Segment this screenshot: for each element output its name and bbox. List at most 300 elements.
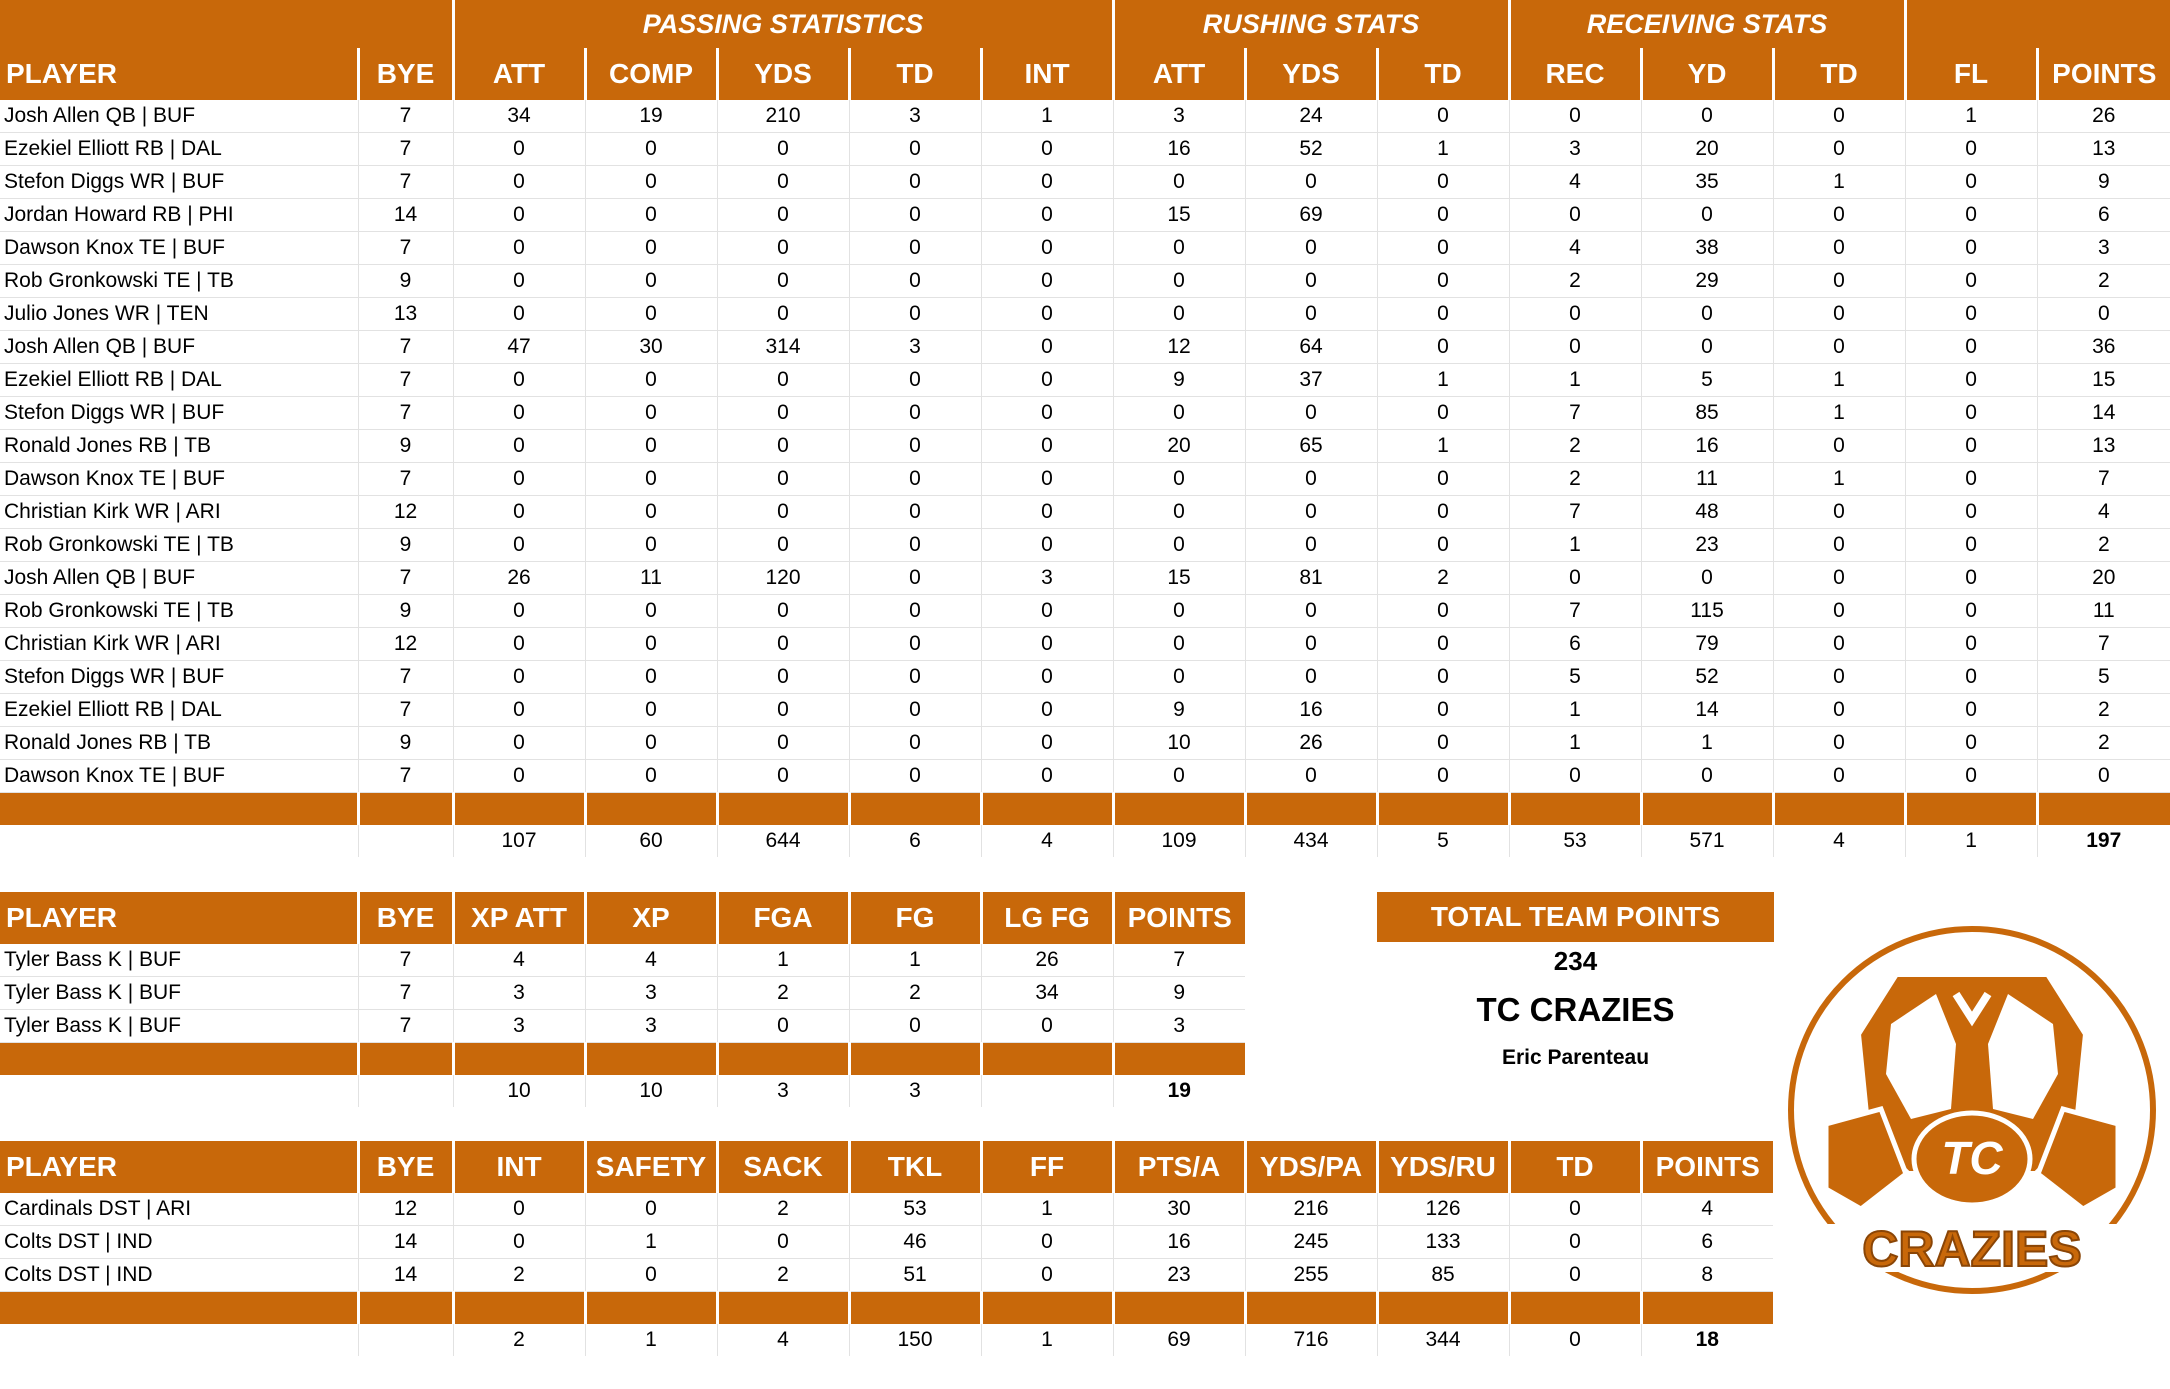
stat-cell: 0 — [1773, 496, 1905, 529]
table-row — [0, 496, 2170, 529]
stat-cell: 1 — [1641, 727, 1773, 760]
total-cell: 60 — [585, 825, 717, 857]
stat-cell: 7 — [358, 1010, 453, 1043]
stat-cell: 0 — [1113, 595, 1245, 628]
stat-cell: 9 — [358, 430, 453, 463]
stat-cell: 0 — [717, 496, 849, 529]
stat-cell: 0 — [585, 661, 717, 694]
stat-cell: 7 — [358, 100, 453, 133]
stat-cell: 0 — [453, 265, 585, 298]
stat-cell: 0 — [1773, 760, 1905, 793]
stat-cell: 1 — [1377, 364, 1509, 397]
stat-cell: 0 — [1773, 694, 1905, 727]
stat-cell: 0 — [1377, 166, 1509, 199]
stat-cell: 0 — [717, 199, 849, 232]
stat-cell: 10 — [1113, 727, 1245, 760]
stat-cell: 2 — [2037, 265, 2170, 298]
stat-cell: 4 — [1509, 166, 1641, 199]
separator-cell — [0, 793, 358, 826]
stat-cell: 0 — [981, 397, 1113, 430]
total-points: 19 — [1113, 1075, 1245, 1107]
stat-cell: 7 — [1509, 397, 1641, 430]
stat-cell: 0 — [717, 133, 849, 166]
stat-cell: 0 — [717, 661, 849, 694]
stat-cell: 0 — [1905, 760, 2037, 793]
stat-cell: 0 — [717, 166, 849, 199]
stat-cell: 7 — [358, 232, 453, 265]
total-cell — [0, 825, 358, 857]
column-header: TKL — [849, 1141, 981, 1193]
stat-cell: 0 — [1773, 430, 1905, 463]
stat-cell: 3 — [849, 100, 981, 133]
stat-cell: 0 — [717, 694, 849, 727]
stat-cell: 12 — [358, 628, 453, 661]
logo-wordmark: CRAZIES — [1862, 1221, 2082, 1277]
stat-cell: 2 — [2037, 727, 2170, 760]
column-header: YD — [1641, 48, 1773, 100]
table-row — [0, 977, 1245, 1010]
column-header: BYE — [358, 892, 453, 944]
stat-cell: 0 — [849, 1010, 981, 1043]
stat-cell: 64 — [1245, 331, 1377, 364]
group-passing: PASSING STATISTICS — [453, 0, 1113, 48]
defense-table — [0, 1141, 1773, 1356]
stat-cell: 0 — [1509, 100, 1641, 133]
player-name: Rob Gronkowski TE | TB — [0, 265, 358, 298]
stat-cell: 0 — [1773, 100, 1905, 133]
stat-cell: 2 — [717, 1193, 849, 1226]
stat-cell: 52 — [1641, 661, 1773, 694]
stat-cell: 1 — [1773, 364, 1905, 397]
stat-cell: 0 — [1509, 1226, 1641, 1259]
column-header: FG — [849, 892, 981, 944]
stat-cell: 1 — [1773, 166, 1905, 199]
stat-cell: 0 — [1377, 496, 1509, 529]
stat-cell: 0 — [1113, 661, 1245, 694]
stat-cell: 7 — [358, 364, 453, 397]
stat-cell: 0 — [1905, 232, 2037, 265]
stat-cell: 4 — [453, 944, 585, 977]
stat-cell: 0 — [981, 463, 1113, 496]
player-name: Tyler Bass K | BUF — [0, 977, 358, 1010]
stat-cell: 19 — [585, 100, 717, 133]
stat-cell: 0 — [849, 661, 981, 694]
player-name: Dawson Knox TE | BUF — [0, 232, 358, 265]
total-cell: 109 — [1113, 825, 1245, 857]
stat-cell: 0 — [1641, 100, 1773, 133]
stat-cell: 26 — [2037, 100, 2170, 133]
table-row — [0, 100, 2170, 133]
stat-cell: 0 — [1905, 496, 2037, 529]
stat-cell: 0 — [453, 166, 585, 199]
stat-cell: 69 — [1245, 199, 1377, 232]
total-cell: 716 — [1245, 1324, 1377, 1356]
stat-cell: 14 — [358, 1226, 453, 1259]
stat-cell: 0 — [849, 133, 981, 166]
separator-cell — [1113, 1292, 1245, 1325]
stat-cell: 0 — [981, 298, 1113, 331]
separator-cell — [1245, 793, 1377, 826]
table-row — [0, 397, 2170, 430]
total-team-points-label: TOTAL TEAM POINTS — [1377, 892, 1774, 942]
stat-cell: 15 — [2037, 364, 2170, 397]
separator-cell — [1905, 793, 2037, 826]
stat-cell: 0 — [1905, 661, 2037, 694]
stat-cell: 0 — [981, 529, 1113, 562]
stat-cell: 0 — [1113, 760, 1245, 793]
stat-cell: 0 — [1245, 463, 1377, 496]
stat-cell: 13 — [2037, 430, 2170, 463]
stat-cell: 0 — [1245, 232, 1377, 265]
separator-cell — [1509, 1292, 1641, 1325]
stat-cell: 0 — [585, 628, 717, 661]
stat-cell: 9 — [358, 595, 453, 628]
stat-cell: 0 — [849, 232, 981, 265]
stat-cell: 34 — [453, 100, 585, 133]
stat-cell: 0 — [717, 430, 849, 463]
table-row — [0, 133, 2170, 166]
separator-cell — [717, 1292, 849, 1325]
stat-cell: 0 — [1509, 298, 1641, 331]
stat-cell: 7 — [1509, 595, 1641, 628]
stat-cell: 5 — [1509, 661, 1641, 694]
table-row — [0, 760, 2170, 793]
table-row — [0, 463, 2170, 496]
player-name: Ronald Jones RB | TB — [0, 727, 358, 760]
stat-cell: 0 — [2037, 298, 2170, 331]
player-name: Tyler Bass K | BUF — [0, 944, 358, 977]
total-cell: 3 — [849, 1075, 981, 1107]
separator-cell — [453, 1043, 585, 1076]
total-cell — [0, 1324, 358, 1356]
stat-cell: 26 — [981, 944, 1113, 977]
stat-cell: 0 — [1377, 199, 1509, 232]
column-header: COMP — [585, 48, 717, 100]
stat-cell: 9 — [1113, 977, 1245, 1010]
stat-cell: 9 — [1113, 364, 1245, 397]
total-cell: 53 — [1509, 825, 1641, 857]
stat-cell: 0 — [453, 661, 585, 694]
table-row — [0, 944, 1245, 977]
total-cell: 107 — [453, 825, 585, 857]
stat-cell: 35 — [1641, 166, 1773, 199]
stat-cell: 0 — [849, 595, 981, 628]
stat-cell: 0 — [453, 232, 585, 265]
stat-cell: 0 — [1773, 727, 1905, 760]
stat-cell: 0 — [981, 199, 1113, 232]
stat-cell: 0 — [981, 595, 1113, 628]
column-header-row — [0, 1141, 1773, 1193]
table-row — [0, 364, 2170, 397]
total-cell: 4 — [981, 825, 1113, 857]
stat-cell: 3 — [1113, 1010, 1245, 1043]
total-cell: 571 — [1641, 825, 1773, 857]
stat-cell: 0 — [453, 364, 585, 397]
stat-cell: 1 — [981, 1193, 1113, 1226]
stat-cell: 0 — [453, 199, 585, 232]
column-header: ATT — [1113, 48, 1245, 100]
player-name: Julio Jones WR | TEN — [0, 298, 358, 331]
stat-cell: 0 — [1641, 298, 1773, 331]
stat-cell: 0 — [585, 595, 717, 628]
stat-cell: 12 — [1113, 331, 1245, 364]
stat-cell: 0 — [717, 364, 849, 397]
stat-cell: 0 — [1905, 364, 2037, 397]
column-header: INT — [453, 1141, 585, 1193]
column-header: POINTS — [2037, 48, 2170, 100]
stat-cell: 0 — [453, 694, 585, 727]
totals-row — [0, 1075, 1245, 1107]
stat-cell: 9 — [358, 529, 453, 562]
stat-cell: 29 — [1641, 265, 1773, 298]
total-cell — [981, 1075, 1113, 1107]
stat-cell: 0 — [585, 265, 717, 298]
player-name: Colts DST | IND — [0, 1259, 358, 1292]
stat-cell: 0 — [2037, 760, 2170, 793]
group-header-row — [0, 0, 2170, 48]
stat-cell: 0 — [1905, 265, 2037, 298]
stat-cell: 2 — [453, 1259, 585, 1292]
total-cell: 4 — [717, 1324, 849, 1356]
stat-cell: 0 — [1377, 595, 1509, 628]
player-name: Rob Gronkowski TE | TB — [0, 529, 358, 562]
stat-cell: 1 — [1773, 397, 1905, 430]
stat-cell: 2 — [717, 977, 849, 1010]
separator-cell — [358, 1292, 453, 1325]
stat-cell: 0 — [981, 364, 1113, 397]
stat-cell: 0 — [849, 430, 981, 463]
column-header: XP ATT — [453, 892, 585, 944]
separator-band — [0, 1292, 1773, 1325]
total-points: 18 — [1641, 1324, 1773, 1356]
separator-cell — [1377, 1292, 1509, 1325]
stat-cell: 12 — [358, 1193, 453, 1226]
stat-cell: 8 — [1641, 1259, 1773, 1292]
stat-cell: 0 — [1905, 397, 2037, 430]
stat-cell: 0 — [585, 397, 717, 430]
stat-cell: 11 — [585, 562, 717, 595]
stat-cell: 4 — [1509, 232, 1641, 265]
total-cell: 1 — [1905, 825, 2037, 857]
stat-cell: 1 — [1509, 727, 1641, 760]
stat-cell: 0 — [1773, 232, 1905, 265]
player-name: Jordan Howard RB | PHI — [0, 199, 358, 232]
stat-cell: 0 — [717, 232, 849, 265]
stat-cell: 0 — [849, 562, 981, 595]
stat-cell: 1 — [981, 100, 1113, 133]
stat-cell: 3 — [849, 331, 981, 364]
stat-cell: 0 — [1377, 232, 1509, 265]
stat-cell: 0 — [453, 430, 585, 463]
total-cell: 10 — [453, 1075, 585, 1107]
stat-cell: 0 — [1245, 166, 1377, 199]
total-cell: 3 — [717, 1075, 849, 1107]
stat-cell: 2 — [1377, 562, 1509, 595]
stat-cell: 7 — [358, 562, 453, 595]
separator-cell — [1377, 793, 1509, 826]
stat-cell: 0 — [981, 430, 1113, 463]
stat-cell: 0 — [1377, 331, 1509, 364]
column-header: YDS/PA — [1245, 1141, 1377, 1193]
stat-cell: 0 — [1905, 529, 2037, 562]
column-header-row — [0, 48, 2170, 100]
stat-cell: 0 — [453, 529, 585, 562]
stat-cell: 2 — [2037, 529, 2170, 562]
stat-cell: 11 — [1641, 463, 1773, 496]
stat-cell: 1 — [849, 944, 981, 977]
stat-cell: 2 — [1509, 463, 1641, 496]
column-header: BYE — [358, 1141, 453, 1193]
table-row — [0, 529, 2170, 562]
stat-cell: 85 — [1377, 1259, 1509, 1292]
stat-cell: 16 — [1113, 1226, 1245, 1259]
player-name: Stefon Diggs WR | BUF — [0, 661, 358, 694]
stat-cell: 2 — [2037, 694, 2170, 727]
stat-cell: 0 — [1773, 298, 1905, 331]
column-header: FF — [981, 1141, 1113, 1193]
stat-cell: 0 — [453, 727, 585, 760]
column-header: YDS — [1245, 48, 1377, 100]
stat-cell: 7 — [358, 977, 453, 1010]
total-cell: 10 — [585, 1075, 717, 1107]
column-header: YDS/RU — [1377, 1141, 1509, 1193]
separator-cell — [585, 793, 717, 826]
stat-cell: 0 — [849, 727, 981, 760]
player-name: Ezekiel Elliott RB | DAL — [0, 364, 358, 397]
separator-cell — [717, 793, 849, 826]
stat-cell: 133 — [1377, 1226, 1509, 1259]
stat-cell: 0 — [1905, 727, 2037, 760]
stat-cell: 0 — [1509, 562, 1641, 595]
stat-cell: 2 — [717, 1259, 849, 1292]
stat-cell: 0 — [1641, 760, 1773, 793]
stat-cell: 3 — [1113, 100, 1245, 133]
stat-cell: 7 — [358, 397, 453, 430]
stat-cell: 0 — [981, 265, 1113, 298]
stat-cell: 1 — [1509, 694, 1641, 727]
stat-cell: 47 — [453, 331, 585, 364]
stat-cell: 0 — [981, 1226, 1113, 1259]
stat-cell: 24 — [1245, 100, 1377, 133]
stat-cell: 0 — [1113, 298, 1245, 331]
stat-cell: 1 — [1509, 364, 1641, 397]
total-cell — [0, 1075, 358, 1107]
table-row — [0, 1010, 1245, 1043]
total-cell: 434 — [1245, 825, 1377, 857]
table-row — [0, 199, 2170, 232]
stat-cell: 120 — [717, 562, 849, 595]
stat-cell: 0 — [717, 1226, 849, 1259]
separator-band — [0, 793, 2170, 826]
separator-band — [0, 1043, 1245, 1076]
stat-cell: 0 — [1773, 529, 1905, 562]
player-name: Dawson Knox TE | BUF — [0, 760, 358, 793]
stat-cell: 0 — [1377, 100, 1509, 133]
stat-cell: 0 — [849, 166, 981, 199]
stat-cell: 0 — [981, 1259, 1113, 1292]
stat-cell: 0 — [585, 364, 717, 397]
group-rushing: RUSHING STATS — [1113, 0, 1509, 48]
stat-cell: 0 — [717, 595, 849, 628]
stat-cell: 1 — [1905, 100, 2037, 133]
team-name: TC CRAZIES — [1476, 991, 1675, 1028]
stat-cell: 0 — [453, 595, 585, 628]
stat-cell: 7 — [358, 331, 453, 364]
stat-cell: 0 — [1245, 595, 1377, 628]
stat-cell: 0 — [585, 1193, 717, 1226]
stat-cell: 0 — [585, 232, 717, 265]
stat-cell: 0 — [453, 463, 585, 496]
stat-cell: 0 — [1113, 166, 1245, 199]
stat-cell: 9 — [2037, 166, 2170, 199]
stat-cell: 16 — [1641, 430, 1773, 463]
column-header: BYE — [358, 48, 453, 100]
stat-cell: 0 — [1377, 298, 1509, 331]
column-header: SACK — [717, 1141, 849, 1193]
stat-cell: 0 — [453, 1226, 585, 1259]
stat-cell: 0 — [585, 430, 717, 463]
stat-cell: 314 — [717, 331, 849, 364]
stat-cell: 0 — [1113, 232, 1245, 265]
table-row — [0, 628, 2170, 661]
stat-cell: 0 — [1773, 265, 1905, 298]
stat-cell: 0 — [585, 529, 717, 562]
column-header: TD — [1509, 1141, 1641, 1193]
stat-cell: 2 — [1509, 265, 1641, 298]
gas-mask-icon — [1786, 924, 2158, 1296]
stat-cell: 0 — [1113, 463, 1245, 496]
stat-cell: 3 — [1509, 133, 1641, 166]
stat-cell: 20 — [1641, 133, 1773, 166]
stat-cell: 11 — [2037, 595, 2170, 628]
stat-cell: 0 — [717, 463, 849, 496]
separator-cell — [981, 793, 1113, 826]
stat-cell: 0 — [1245, 496, 1377, 529]
stat-cell: 0 — [1641, 562, 1773, 595]
player-name: Ronald Jones RB | TB — [0, 430, 358, 463]
separator-cell — [849, 793, 981, 826]
stat-cell: 9 — [358, 727, 453, 760]
stat-cell: 210 — [717, 100, 849, 133]
column-header: PLAYER — [0, 48, 358, 100]
total-cell: 6 — [849, 825, 981, 857]
table-row — [0, 661, 2170, 694]
stat-cell: 0 — [585, 496, 717, 529]
stat-cell: 2 — [1509, 430, 1641, 463]
stat-cell: 51 — [849, 1259, 981, 1292]
stat-cell: 26 — [1245, 727, 1377, 760]
stat-cell: 0 — [1377, 727, 1509, 760]
stat-cell: 0 — [1377, 661, 1509, 694]
stat-cell: 0 — [849, 760, 981, 793]
stat-cell: 3 — [2037, 232, 2170, 265]
table-row — [0, 166, 2170, 199]
separator-cell — [981, 1043, 1113, 1076]
stat-cell: 0 — [849, 694, 981, 727]
stat-cell: 79 — [1641, 628, 1773, 661]
stat-cell: 0 — [1509, 760, 1641, 793]
table-row — [0, 1259, 1773, 1292]
separator-cell — [1773, 793, 1905, 826]
stat-cell: 3 — [585, 977, 717, 1010]
stat-cell: 1 — [1509, 529, 1641, 562]
stat-cell: 0 — [585, 463, 717, 496]
stat-cell: 0 — [1509, 199, 1641, 232]
stat-cell: 0 — [1245, 628, 1377, 661]
stat-cell: 0 — [585, 1259, 717, 1292]
stat-cell: 7 — [358, 133, 453, 166]
stat-cell: 4 — [585, 944, 717, 977]
